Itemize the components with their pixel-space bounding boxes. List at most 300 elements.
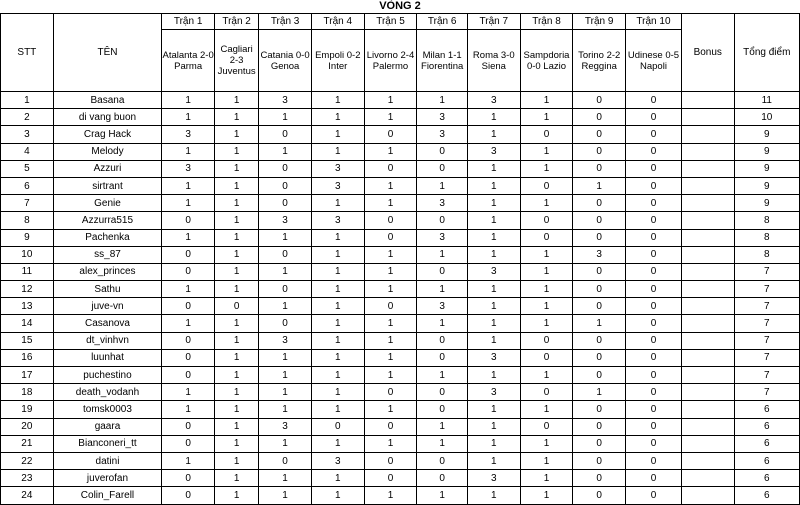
table-row [1,160,800,177]
score-cell: 0 [417,263,468,280]
score-cell: 1 [311,281,364,298]
score-cell: 0 [417,349,468,366]
score-cell: 1 [364,92,417,109]
score-cell: 1 [162,195,215,212]
score-cell: 1 [214,229,258,246]
score-cell: 1 [520,281,573,298]
score-cell: 0 [162,487,215,504]
score-cell: 1 [214,332,258,349]
score-cell: 0 [520,418,573,435]
score-cell: 1 [214,315,258,332]
total-cell: 6 [734,470,799,487]
score-cell: 0 [259,315,312,332]
score-cell: 0 [364,384,417,401]
score-cell: 3 [259,212,312,229]
score-cell: 0 [162,367,215,384]
score-cell: 1 [417,177,468,194]
total-cell: 6 [734,401,799,418]
score-cell: 1 [162,229,215,246]
total-cell: 7 [734,367,799,384]
score-cell: 1 [467,109,520,126]
score-cell: 0 [626,418,682,435]
player-name: sirtrant [53,177,162,194]
score-cell: 1 [259,349,312,366]
total-cell: 9 [734,195,799,212]
score-cell: 1 [311,298,364,315]
player-name: di vang buon [53,109,162,126]
score-cell: 1 [364,109,417,126]
score-cell: 0 [364,160,417,177]
score-cell: 0 [364,418,417,435]
score-cell: 1 [162,315,215,332]
player-name: Casanova [53,315,162,332]
player-name: luunhat [53,349,162,366]
score-cell: 3 [417,109,468,126]
score-cell: 1 [214,452,258,469]
score-cell: 0 [259,195,312,212]
score-cell: 1 [467,246,520,263]
score-cell: 1 [259,367,312,384]
score-cell: 1 [259,401,312,418]
row-index: 7 [1,195,54,212]
player-name: puchestino [53,367,162,384]
header-match-8: Sampdoria 0-0 Lazio [520,30,573,92]
score-cell: 1 [214,487,258,504]
row-index: 1 [1,92,54,109]
score-cell: 1 [573,315,626,332]
score-cell: 1 [520,470,573,487]
total-cell: 8 [734,212,799,229]
score-cell: 1 [311,109,364,126]
score-cell: 0 [626,315,682,332]
score-cell: 0 [573,452,626,469]
score-cell: 1 [214,470,258,487]
score-cell: 1 [214,92,258,109]
score-cell: 1 [467,195,520,212]
score-cell: 1 [162,281,215,298]
score-cell: 1 [364,367,417,384]
table-row [1,92,800,109]
row-index: 22 [1,452,54,469]
score-cell: 0 [626,229,682,246]
header-match-2: Cagliari 2-3 Juventus [214,30,258,92]
score-cell: 0 [573,401,626,418]
row-index: 6 [1,177,54,194]
score-cell: 1 [311,315,364,332]
score-cell: 1 [311,367,364,384]
score-cell: 0 [162,263,215,280]
header-ten: TÊN [53,14,162,92]
score-cell: 0 [417,470,468,487]
score-cell: 0 [573,263,626,280]
header-round-row [1,14,800,30]
score-cell: 3 [467,263,520,280]
score-cell: 0 [573,470,626,487]
score-cell: 1 [467,298,520,315]
score-cell: 1 [311,143,364,160]
score-cell: 1 [311,401,364,418]
row-index: 23 [1,470,54,487]
standings-table [0,13,800,505]
row-index: 19 [1,401,54,418]
table-row [1,195,800,212]
score-cell: 1 [214,349,258,366]
row-index: 13 [1,298,54,315]
bonus-cell [681,367,734,384]
total-cell: 7 [734,349,799,366]
header-total: Tổng điểm [734,14,799,92]
header-bonus: Bonus [681,14,734,92]
total-cell: 7 [734,384,799,401]
total-cell: 8 [734,246,799,263]
score-cell: 0 [573,435,626,452]
header-match-6: Milan 1-1 Fiorentina [417,30,468,92]
bonus-cell [681,435,734,452]
header-round-10: Trận 10 [626,14,682,30]
score-cell: 1 [259,263,312,280]
score-cell: 0 [364,212,417,229]
score-cell: 1 [520,246,573,263]
bonus-cell [681,452,734,469]
table-row [1,349,800,366]
score-cell: 1 [417,435,468,452]
score-cell: 3 [467,92,520,109]
table-row [1,143,800,160]
score-cell: 3 [162,126,215,143]
player-name: ss_87 [53,246,162,263]
score-cell: 3 [417,195,468,212]
score-cell: 0 [162,349,215,366]
score-cell: 3 [417,298,468,315]
player-name: Sathu [53,281,162,298]
bonus-cell [681,109,734,126]
score-cell: 0 [573,212,626,229]
score-cell: 0 [626,349,682,366]
score-cell: 1 [214,401,258,418]
player-name: tomsk0003 [53,401,162,418]
score-cell: 0 [520,177,573,194]
score-cell: 0 [364,470,417,487]
total-cell: 10 [734,109,799,126]
score-cell: 1 [417,315,468,332]
score-cell: 0 [626,281,682,298]
total-cell: 9 [734,160,799,177]
score-cell: 1 [214,177,258,194]
player-name: Pachenka [53,229,162,246]
score-cell: 1 [417,418,468,435]
bonus-cell [681,92,734,109]
score-cell: 1 [573,177,626,194]
header-match-9: Torino 2-2 Reggina [573,30,626,92]
header-match-5: Livorno 2-4 Palermo [364,30,417,92]
player-name: Azzuri [53,160,162,177]
score-cell: 1 [214,435,258,452]
total-cell: 7 [734,315,799,332]
score-cell: 3 [467,470,520,487]
score-cell: 1 [259,487,312,504]
score-cell: 1 [162,452,215,469]
total-cell: 9 [734,143,799,160]
score-cell: 0 [626,126,682,143]
player-name: gaara [53,418,162,435]
header-stt: STT [1,14,54,92]
header-match-3: Catania 0-0 Genoa [259,30,312,92]
score-cell: 1 [214,418,258,435]
score-cell: 0 [520,384,573,401]
bonus-cell [681,487,734,504]
score-cell: 0 [573,92,626,109]
score-cell: 0 [626,195,682,212]
bonus-cell [681,332,734,349]
bonus-cell [681,177,734,194]
score-cell: 1 [364,263,417,280]
score-cell: 1 [259,143,312,160]
bonus-cell [681,470,734,487]
row-index: 24 [1,487,54,504]
score-cell: 0 [364,229,417,246]
score-cell: 1 [467,401,520,418]
score-cell: 1 [311,195,364,212]
row-index: 17 [1,367,54,384]
row-index: 15 [1,332,54,349]
score-cell: 1 [417,246,468,263]
score-cell: 0 [573,229,626,246]
score-cell: 0 [162,246,215,263]
score-cell: 1 [214,281,258,298]
header-round-3: Trận 3 [259,14,312,30]
score-cell: 0 [162,298,215,315]
score-cell: 1 [364,177,417,194]
score-cell: 0 [520,212,573,229]
row-index: 16 [1,349,54,366]
total-cell: 9 [734,126,799,143]
score-cell: 1 [417,92,468,109]
bonus-cell [681,143,734,160]
total-cell: 6 [734,452,799,469]
score-cell: 0 [162,435,215,452]
score-cell: 0 [573,332,626,349]
header-round-2: Trận 2 [214,14,258,30]
player-name: Azzurra515 [53,212,162,229]
score-cell: 0 [573,195,626,212]
table-row [1,418,800,435]
table-row [1,246,800,263]
score-cell: 1 [311,126,364,143]
bonus-cell [681,195,734,212]
bonus-cell [681,263,734,280]
table-row [1,177,800,194]
score-cell: 0 [626,470,682,487]
score-cell: 3 [311,452,364,469]
score-cell: 3 [467,349,520,366]
score-cell: 1 [214,109,258,126]
bonus-cell [681,418,734,435]
score-cell: 1 [467,367,520,384]
row-index: 12 [1,281,54,298]
total-cell: 6 [734,418,799,435]
score-cell: 1 [520,160,573,177]
score-cell: 0 [259,177,312,194]
score-cell: 0 [520,126,573,143]
row-index: 9 [1,229,54,246]
score-cell: 3 [162,160,215,177]
score-cell: 1 [214,246,258,263]
score-cell: 1 [467,212,520,229]
row-index: 2 [1,109,54,126]
bonus-cell [681,401,734,418]
score-cell: 0 [626,212,682,229]
score-cell: 1 [364,143,417,160]
score-cell: 0 [417,401,468,418]
score-cell: 0 [259,160,312,177]
row-index: 10 [1,246,54,263]
player-name: Bianconeri_tt [53,435,162,452]
player-name: Genie [53,195,162,212]
score-cell: 1 [311,263,364,280]
score-cell: 0 [626,452,682,469]
header-round-9: Trận 9 [573,14,626,30]
score-cell: 0 [417,332,468,349]
bonus-cell [681,229,734,246]
player-name: alex_princes [53,263,162,280]
score-cell: 1 [162,401,215,418]
score-cell: 0 [573,160,626,177]
score-cell: 0 [626,263,682,280]
player-name: Colin_Farell [53,487,162,504]
score-cell: 1 [364,281,417,298]
score-cell: 0 [162,470,215,487]
score-cell: 3 [311,160,364,177]
header-round-4: Trận 4 [311,14,364,30]
score-cell: 0 [417,384,468,401]
player-name: dt_vinhvn [53,332,162,349]
score-cell: 3 [311,177,364,194]
total-cell: 9 [734,177,799,194]
score-cell: 1 [520,435,573,452]
score-cell: 1 [520,315,573,332]
score-cell: 1 [467,418,520,435]
score-cell: 0 [417,160,468,177]
score-cell: 0 [417,452,468,469]
total-cell: 8 [734,229,799,246]
header-match-4: Empoli 0-2 Inter [311,30,364,92]
score-cell: 1 [467,435,520,452]
header-match-10: Udinese 0-5 Napoli [626,30,682,92]
table-row [1,315,800,332]
row-index: 18 [1,384,54,401]
bonus-cell [681,384,734,401]
score-cell: 0 [364,126,417,143]
score-cell: 1 [214,212,258,229]
score-cell: 0 [626,143,682,160]
score-cell: 0 [626,401,682,418]
score-cell: 0 [626,109,682,126]
header-round-7: Trận 7 [467,14,520,30]
table-row [1,435,800,452]
total-cell: 7 [734,263,799,280]
score-cell: 1 [520,487,573,504]
score-cell: 1 [520,401,573,418]
row-index: 3 [1,126,54,143]
score-cell: 0 [214,298,258,315]
score-cell: 0 [573,349,626,366]
score-cell: 0 [573,367,626,384]
bonus-cell [681,126,734,143]
score-cell: 0 [311,418,364,435]
table-row [1,263,800,280]
score-cell: 1 [311,384,364,401]
header-round-8: Trận 8 [520,14,573,30]
score-cell: 1 [364,195,417,212]
score-cell: 1 [467,229,520,246]
score-cell: 1 [214,263,258,280]
score-cell: 1 [311,229,364,246]
row-index: 11 [1,263,54,280]
score-cell: 1 [520,298,573,315]
page-title: VÒNG 2 [379,0,421,12]
table-row [1,281,800,298]
score-cell: 3 [259,418,312,435]
score-cell: 0 [162,212,215,229]
total-cell: 7 [734,281,799,298]
table-row [1,126,800,143]
bonus-cell [681,246,734,263]
score-cell: 1 [311,470,364,487]
table-row [1,109,800,126]
score-cell: 1 [364,401,417,418]
score-cell: 1 [214,126,258,143]
score-cell: 0 [626,160,682,177]
row-index: 21 [1,435,54,452]
player-name: datini [53,452,162,469]
table-row [1,229,800,246]
score-cell: 0 [573,281,626,298]
row-index: 5 [1,160,54,177]
score-cell: 0 [259,281,312,298]
score-cell: 0 [520,332,573,349]
score-cell: 1 [162,109,215,126]
score-cell: 1 [311,246,364,263]
score-cell: 3 [417,229,468,246]
score-cell: 1 [520,263,573,280]
header-round-1: Trận 1 [162,14,215,30]
score-cell: 1 [311,92,364,109]
score-cell: 1 [311,435,364,452]
score-cell: 1 [311,332,364,349]
score-cell: 1 [467,315,520,332]
score-cell: 0 [573,109,626,126]
score-cell: 0 [573,418,626,435]
score-cell: 0 [626,177,682,194]
table-row [1,470,800,487]
header-round-5: Trận 5 [364,14,417,30]
total-cell: 7 [734,332,799,349]
score-cell: 0 [259,126,312,143]
score-cell: 1 [467,177,520,194]
table-row [1,452,800,469]
score-cell: 1 [467,281,520,298]
score-cell: 1 [259,298,312,315]
score-cell: 1 [162,92,215,109]
table-row [1,487,800,504]
score-cell: 1 [214,143,258,160]
score-cell: 1 [259,435,312,452]
bonus-cell [681,281,734,298]
total-cell: 6 [734,435,799,452]
player-name: juverofan [53,470,162,487]
score-cell: 3 [259,92,312,109]
player-name: death_vodanh [53,384,162,401]
